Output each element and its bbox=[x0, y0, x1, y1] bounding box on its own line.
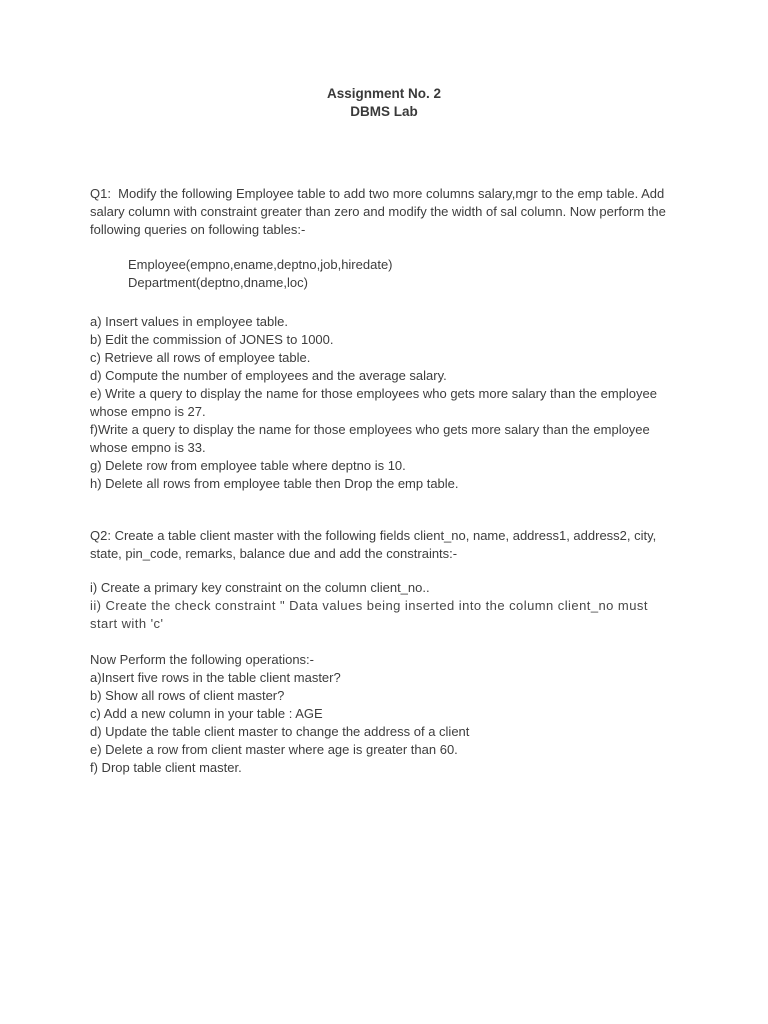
title-line-2: DBMS Lab bbox=[350, 104, 418, 119]
q2-op-f: f) Drop table client master. bbox=[90, 760, 242, 775]
q2-op-d: d) Update the table client master to change the address of a client bbox=[90, 724, 470, 739]
q2-op-b: b) Show all rows of client master? bbox=[90, 688, 285, 703]
q1-query-list bbox=[90, 313, 678, 493]
table-def-department: Department(deptno,dname,loc) bbox=[128, 275, 308, 290]
q2-intro-paragraph: Q2: Create a table client master with the following fields client_no, name, address1, address2, city, state, pin_code, remarks, balance due and add the constraints:- bbox=[90, 528, 660, 561]
q1-table-definitions bbox=[128, 256, 678, 292]
q2-constraint-i: i) Create a primary key constraint on the column client_no.. bbox=[90, 580, 430, 595]
q1-item-f: f)Write a query to display the name for those employees who gets more salary than the employee whose empno is 33. bbox=[90, 422, 654, 455]
q1-item-a: a) Insert values in employee table. bbox=[90, 314, 288, 329]
q2-op-e: e) Delete a row from client master where age is greater than 60. bbox=[90, 742, 458, 757]
q2-operations-heading: Now Perform the following operations:- bbox=[90, 652, 314, 667]
q1-item-e: e) Write a query to display the name for those employees who gets more salary than the employee whose empno is 27. bbox=[90, 386, 661, 419]
q2-op-c: c) Add a new column in your table : AGE bbox=[90, 706, 323, 721]
q1-item-b: b) Edit the commission of JONES to 1000. bbox=[90, 332, 334, 347]
q2-operations-section bbox=[90, 651, 678, 777]
table-def-employee: Employee(empno,ename,deptno,job,hiredate) bbox=[128, 257, 393, 272]
q1-item-h: h) Delete all rows from employee table then Drop the emp table. bbox=[90, 476, 459, 491]
document-title bbox=[90, 85, 678, 121]
title-line-1: Assignment No. 2 bbox=[326, 86, 442, 101]
q1-item-g: g) Delete row from employee table where deptno is 10. bbox=[90, 458, 406, 473]
q1-intro-paragraph: Q1: Modify the following Employee table to add two more columns salary,mgr to the emp table. Add salary column with constraint greater than zero and modify the width of sal column. Now perform the following queries on following tables:- bbox=[90, 186, 670, 237]
q2-constraint-ii: ii) Create the check constraint " Data values being inserted into the column client_no must start with 'c' bbox=[90, 598, 652, 631]
q1-item-c: c) Retrieve all rows of employee table. bbox=[90, 350, 311, 365]
q2-op-a: a)Insert five rows in the table client master? bbox=[90, 670, 341, 685]
q1-item-d: d) Compute the number of employees and the average salary. bbox=[90, 368, 447, 383]
q2-constraint-list bbox=[90, 579, 678, 633]
